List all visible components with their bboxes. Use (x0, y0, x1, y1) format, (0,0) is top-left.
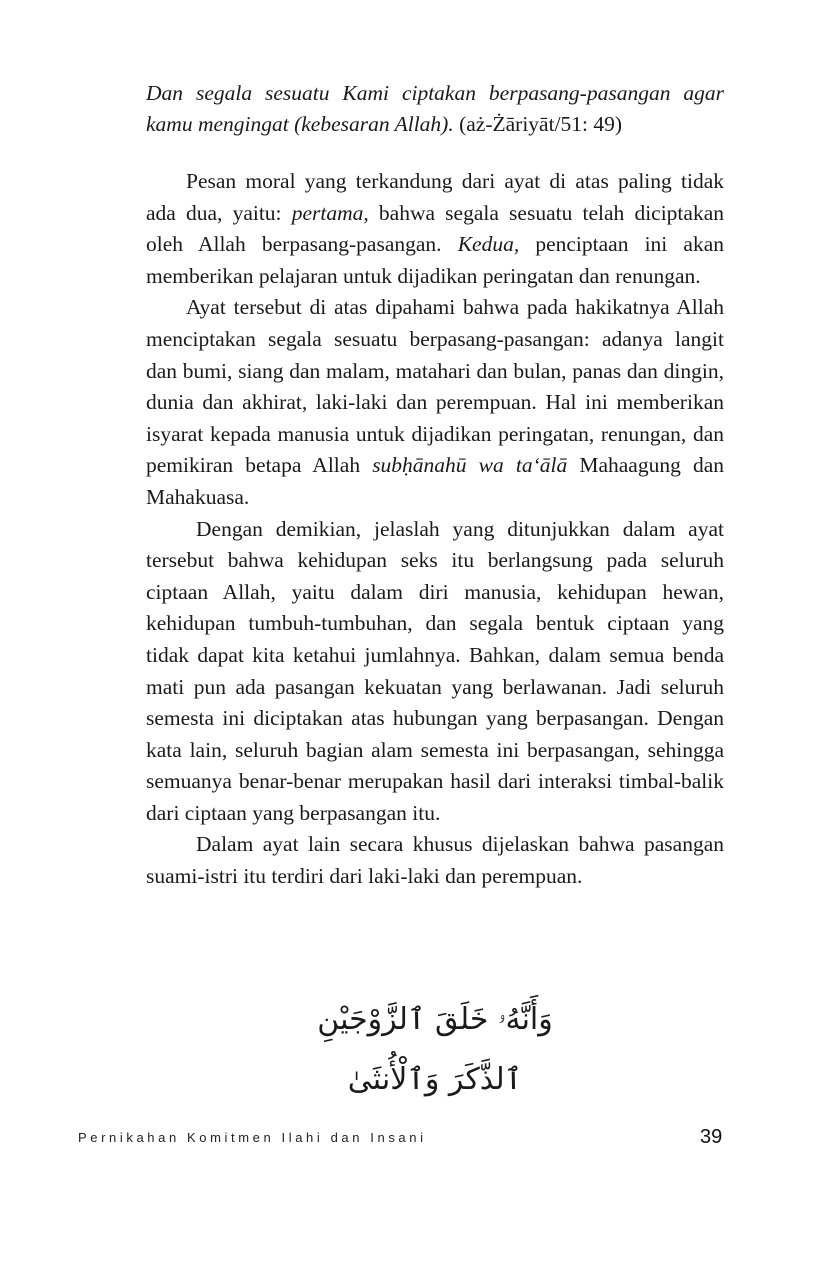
quote-text: Dan segala sesuatu Kami ciptakan berpasang-pasangan agar kamu mengingat (kebesaran Allah). (146, 81, 724, 136)
paragraph-1-part-2: bahwa segala sesuatu telah diciptakan oleh Allah berpasang-pasangan. (146, 200, 724, 257)
paragraph-1-emphasis-2: Kedua, (457, 232, 520, 257)
page-number: 39 (700, 1126, 723, 1148)
paragraph-4: Dalam ayat lain secara khusus dijelaskan bahwa pasangan suami-istri itu terdiri dari laki-laki dan perempuan. (146, 832, 724, 889)
paragraph-2-part-2: Mahaagung dan Mahakuasa. (146, 453, 724, 509)
paragraph-1 (146, 166, 724, 292)
quote-reference: (aż-Żāriyāt/51: 49) (459, 112, 623, 136)
arabic-verse: وَأَنَّهُۥ خَلَقَ ٱلزَّوْجَيْنِ ٱلذَّكَرَ وَٱلْأُنثَىٰ (317, 1002, 553, 1097)
body-text (146, 166, 724, 893)
paragraph-1-emphasis-1: pertama, (291, 200, 369, 225)
paragraph-2-emphasis: subḥānahū wa ta‘ālā (372, 453, 568, 478)
paragraph-1-part-1: Pesan moral yang terkandung dari ayat di atas paling tidak ada dua, yaitu: (146, 169, 724, 225)
quran-translation-quote (146, 78, 724, 140)
paragraph-2-part-1: Ayat tersebut di atas dipahami bahwa pada hakikatnya Allah menciptakan segala sesuatu berpasang-pasangan: adanya langit dan bumi, siang dan malam, matahari dan bulan, panas dan dingin, dunia dan akhirat, laki-laki dan perempuan. Hal ini memberikan isyarat kepada manusia untuk dijadikan peringatan, renungan, dan pemikiran betapa Allah (146, 295, 724, 478)
footer-book-title: Pernikahan Komitmen Ilahi dan Insani (78, 1130, 427, 1145)
paragraph-1-part-3: penciptaan ini akan memberikan pelajaran untuk dijadikan peringatan dan renungan. (146, 232, 725, 288)
paragraph-3: Dengan demikian, jelaslah yang ditunjukkan dalam ayat tersebut bahwa kehidupan seks itu berlangsung pada seluruh ciptaan Allah, yaitu dalam diri manusia, kehidupan hewan, kehidupan tumbuh-tumbuhan, dan segala bentuk ciptaan yang tidak dapat kita ketahui jumlahnya. Bahkan, dalam semua benda mati pun ada pasangan kekuatan yang berlawanan. Jadi seluruh semesta ini diciptakan atas hubungan yang berpasangan. Dengan kata lain, seluruh bagian alam semesta ini berpasangan, sehingga semuanya benar-benar merupakan hasil dari interaksi timbal-balik dari ciptaan yang berpasangan itu. (146, 516, 724, 825)
paragraph-2 (146, 292, 724, 513)
